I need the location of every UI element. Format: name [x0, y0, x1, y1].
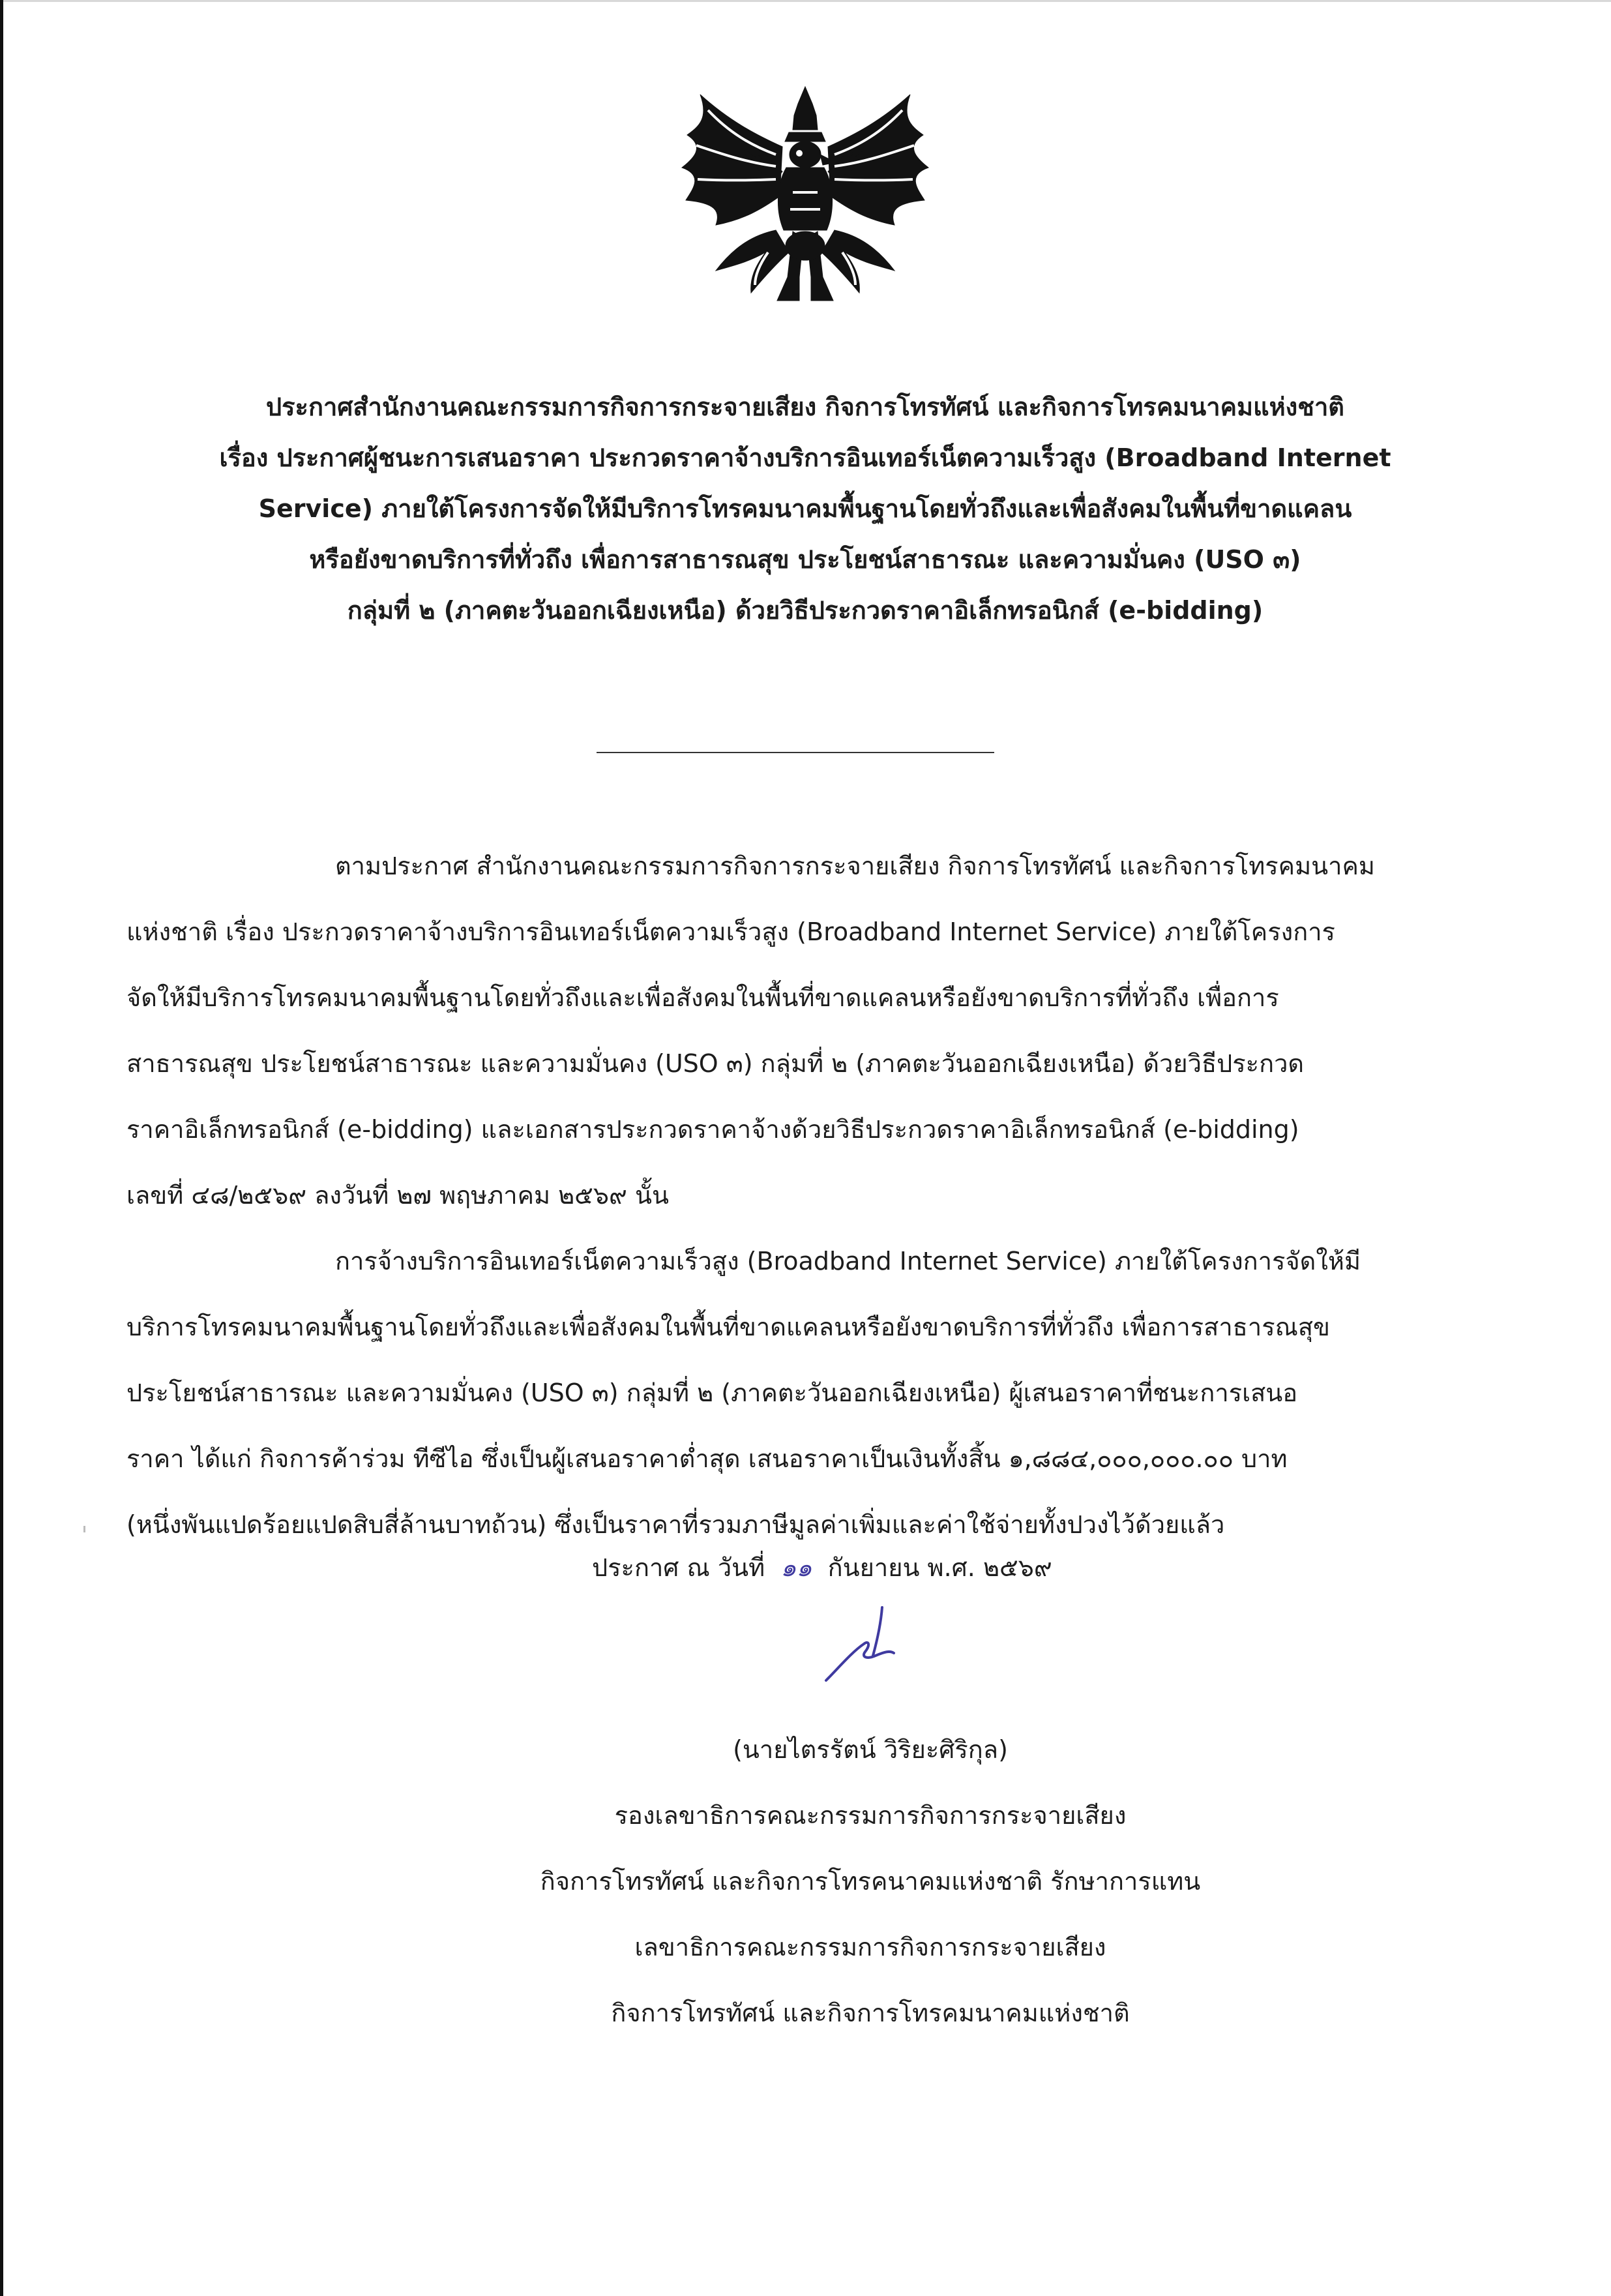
- body-line: (หนึ่งพันแปดร้อยแปดสิบสี่ล้านบาทถ้วน) ซึ่งเป็นราคาที่รวมภาษีมูลค่าเพิ่มและค่าใช้จ่ายทั้งปวงไว้ด้วยแล้ว: [126, 1510, 1225, 1539]
- body-line: ประโยชน์สาธารณะ และความมั่นคง (USO ๓) กลุ่มที่ ๒ (ภาคตะวันออกเฉียงเหนือ) ผู้เสนอราคาที่ชนะการเสนอ: [126, 1379, 1298, 1407]
- body-line: เลขที่ ๔๘/๒๕๖๙ ลงวันที่ ๒๗ พฤษภาคม ๒๕๖๙ นั้น: [126, 1181, 669, 1210]
- body-line: ราคา ได้แก่ กิจการค้าร่วม ทีซีไอ ซึ่งเป็นผู้เสนอราคาต่ำสุด เสนอราคาเป็นเงินทั้งสิ้น ๑,๘๘๔,๐๐๐,๐๐๐.๐๐ บาท: [126, 1444, 1288, 1473]
- garuda-emblem-icon: [678, 82, 932, 313]
- scan-speck: [83, 1526, 85, 1532]
- signatory-position: เลขาธิการคณะกรรมการกิจการกระจายเสียง: [634, 1933, 1106, 1961]
- signatory-position: กิจการโทรทัศน์ และกิจการโทรคนาคมแห่งชาติ รักษาการแทน: [540, 1867, 1201, 1896]
- signatory-block: [479, 1717, 1262, 2046]
- body-line: บริการโทรคมนาคมพื้นฐานโดยทั่วถึงและเพื่อสังคมในพื้นที่ขาดแคลนหรือยังขาดบริการที่ทั่วถึง เพื่อการสาธารณสุข: [126, 1313, 1331, 1341]
- body-line: แห่งชาติ เรื่อง ประกวดราคาจ้างบริการอินเทอร์เน็ตความเร็วสูง (Broadband Internet Service) ภายใต้โครงการ: [126, 917, 1335, 946]
- signatory-position: กิจการโทรทัศน์ และกิจการโทรคมนาคมแห่งชาติ: [611, 1999, 1130, 2027]
- scan-shadow: [3, 0, 1611, 2]
- signatory-name: (นายไตรรัตน์ วิริยะศิริกุล): [733, 1735, 1008, 1764]
- date-month-year: กันยายน พ.ศ. ๒๕๖๙: [827, 1553, 1052, 1582]
- date-prefix: ประกาศ ณ วันที่: [592, 1553, 765, 1582]
- title-line: เรื่อง ประกาศผู้ชนะการเสนอราคา ประกวดราคาจ้างบริการอินเทอร์เน็ตความเร็วสูง (Broadband Internet: [219, 443, 1391, 472]
- body-line: จัดให้มีบริการโทรคมนาคมพื้นฐานโดยทั่วถึงและเพื่อสังคมในพื้นที่ขาดแคลนหรือยังขาดบริการที่ทั่วถึง เพื่อการ: [126, 983, 1279, 1012]
- title-line: กลุ่มที่ ๒ (ภาคตะวันออกเฉียงเหนือ) ด้วยวิธีประกวดราคาอิเล็กทรอนิกส์ (e-bidding): [347, 596, 1264, 625]
- title-line: หรือยังขาดบริการที่ทั่วถึง เพื่อการสาธารณสุข ประโยชน์สาธารณะ และความมั่นคง (USO ๓): [309, 545, 1301, 574]
- body-line: ตามประกาศ สำนักงานคณะกรรมการกิจการกระจายเสียง กิจการโทรทัศน์ และกิจการโทรคมนาคม: [335, 852, 1375, 880]
- announcement-body: [126, 833, 1437, 1558]
- announcement-title: [163, 381, 1447, 636]
- body-line: การจ้างบริการอินเทอร์เน็ตความเร็วสูง (Broadband Internet Service) ภายใต้โครงการจัดให้มี: [335, 1247, 1361, 1275]
- date-day: ๑๑: [780, 1553, 812, 1582]
- announcement-date: [592, 1549, 1052, 1586]
- body-line: สาธารณสุข ประโยชน์สาธารณะ และความมั่นคง (USO ๓) กลุ่มที่ ๒ (ภาคตะวันออกเฉียงเหนือ) ด้วยวิธีประกวด: [126, 1049, 1305, 1078]
- scan-edge: [0, 0, 3, 2296]
- signature-mark: [818, 1601, 906, 1689]
- title-divider: [597, 752, 994, 753]
- title-line: Service) ภายใต้โครงการจัดให้มีบริการโทรคมนาคมพื้นฐานโดยทั่วถึงและเพื่อสังคมในพื้นที่ขาดแคลน: [258, 494, 1352, 523]
- body-paragraph-2: [126, 1229, 1437, 1558]
- body-paragraph-1: [126, 833, 1437, 1229]
- body-line: ราคาอิเล็กทรอนิกส์ (e-bidding) และเอกสารประกวดราคาจ้างด้วยวิธีประกวดราคาอิเล็กทรอนิกส์ (e-bidding): [126, 1115, 1299, 1144]
- signatory-position: รองเลขาธิการคณะกรรมการกิจการกระจายเสียง: [614, 1801, 1127, 1830]
- title-line: ประกาศสำนักงานคณะกรรมการกิจการกระจายเสียง กิจการโทรทัศน์ และกิจการโทรคมนาคมแห่งชาติ: [266, 393, 1344, 421]
